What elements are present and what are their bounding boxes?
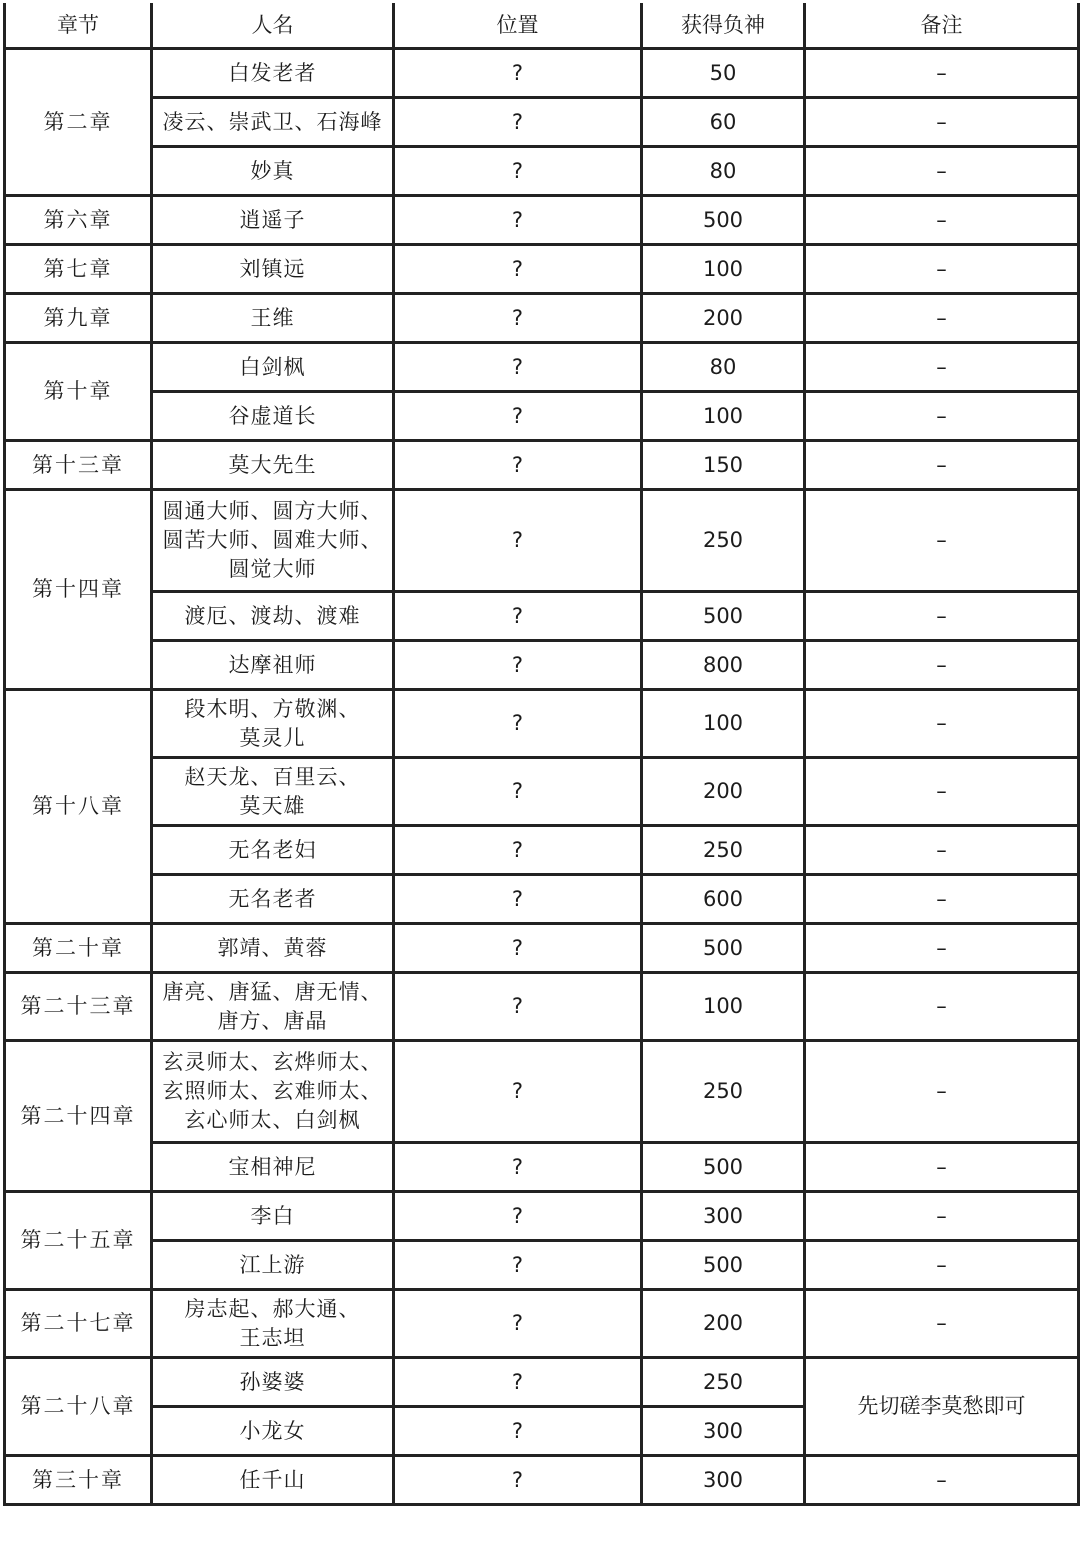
note-cell: – — [805, 924, 1079, 973]
note-cell: – — [805, 490, 1079, 592]
reward-cell: 100 — [642, 245, 805, 294]
header-note: 备注 — [805, 3, 1079, 49]
reward-cell: 100 — [642, 392, 805, 441]
table-row — [5, 392, 1079, 441]
note-cell: – — [805, 392, 1079, 441]
name-cell: 任千山 — [152, 1456, 394, 1505]
position-cell: ? — [394, 245, 642, 294]
position-cell: ? — [394, 1358, 642, 1407]
table-header — [5, 3, 1079, 49]
header-position: 位置 — [394, 3, 642, 49]
table-row — [5, 1456, 1079, 1505]
table-row — [5, 641, 1079, 690]
chapter-cell: 第二十三章 — [5, 973, 152, 1041]
position-cell: ? — [394, 924, 642, 973]
position-cell: ? — [394, 1456, 642, 1505]
reward-cell: 500 — [642, 1143, 805, 1192]
table-row — [5, 1358, 1079, 1407]
reward-cell: 80 — [642, 147, 805, 196]
boss-table — [3, 3, 1080, 1506]
note-cell: – — [805, 875, 1079, 924]
position-cell: ? — [394, 758, 642, 826]
chapter-cell: 第十四章 — [5, 490, 152, 690]
position-cell: ? — [394, 690, 642, 758]
table-row — [5, 973, 1079, 1041]
table-row — [5, 343, 1079, 392]
table-row — [5, 490, 1079, 592]
position-cell: ? — [394, 392, 642, 441]
name-cell: 渡厄、渡劫、渡难 — [152, 592, 394, 641]
position-cell: ? — [394, 1192, 642, 1241]
note-cell: – — [805, 690, 1079, 758]
name-cell: 无名老妇 — [152, 826, 394, 875]
reward-cell: 300 — [642, 1456, 805, 1505]
table-row — [5, 49, 1079, 98]
table-row — [5, 826, 1079, 875]
note-cell: – — [805, 98, 1079, 147]
name-cell: 刘镇远 — [152, 245, 394, 294]
chapter-cell: 第七章 — [5, 245, 152, 294]
name-cell: 白发老者 — [152, 49, 394, 98]
reward-cell: 500 — [642, 924, 805, 973]
note-cell: – — [805, 973, 1079, 1041]
note-cell: – — [805, 147, 1079, 196]
name-cell: 江上游 — [152, 1241, 394, 1290]
position-cell: ? — [394, 973, 642, 1041]
note-cell: – — [805, 441, 1079, 490]
reward-cell: 300 — [642, 1192, 805, 1241]
name-cell: 逍遥子 — [152, 196, 394, 245]
name-cell: 王维 — [152, 294, 394, 343]
note-cell: – — [805, 1456, 1079, 1505]
reward-cell: 300 — [642, 1407, 805, 1456]
name-cell: 段木明、方敬渊、 莫灵儿 — [152, 690, 394, 758]
position-cell: ? — [394, 826, 642, 875]
reward-cell: 600 — [642, 875, 805, 924]
note-cell: – — [805, 1143, 1079, 1192]
reward-cell: 800 — [642, 641, 805, 690]
table-row — [5, 1241, 1079, 1290]
note-cell: – — [805, 294, 1079, 343]
chapter-cell: 第三十章 — [5, 1456, 152, 1505]
name-cell: 无名老者 — [152, 875, 394, 924]
reward-cell: 150 — [642, 441, 805, 490]
note-cell: – — [805, 343, 1079, 392]
reward-cell: 200 — [642, 1290, 805, 1358]
chapter-cell: 第二十八章 — [5, 1358, 152, 1456]
name-cell: 玄灵师太、玄烨师太、 玄照师太、玄难师太、 玄心师太、白剑枫 — [152, 1041, 394, 1143]
reward-cell: 500 — [642, 196, 805, 245]
table-row — [5, 1041, 1079, 1143]
chapter-cell: 第二十章 — [5, 924, 152, 973]
note-cell: – — [805, 1041, 1079, 1143]
chapter-cell: 第二十七章 — [5, 1290, 152, 1358]
name-cell: 莫大先生 — [152, 441, 394, 490]
position-cell: ? — [394, 641, 642, 690]
chapter-cell: 第十三章 — [5, 441, 152, 490]
position-cell: ? — [394, 1290, 642, 1358]
name-cell: 白剑枫 — [152, 343, 394, 392]
position-cell: ? — [394, 49, 642, 98]
table-row — [5, 1290, 1079, 1358]
reward-cell: 500 — [642, 1241, 805, 1290]
table-row — [5, 875, 1079, 924]
position-cell: ? — [394, 875, 642, 924]
name-cell: 李白 — [152, 1192, 394, 1241]
name-cell: 凌云、崇武卫、石海峰 — [152, 98, 394, 147]
name-cell: 赵天龙、百里云、 莫天雄 — [152, 758, 394, 826]
table-row — [5, 294, 1079, 343]
name-cell: 小龙女 — [152, 1407, 394, 1456]
header-row — [5, 3, 1079, 49]
chapter-cell: 第六章 — [5, 196, 152, 245]
chapter-cell: 第二十四章 — [5, 1041, 152, 1192]
reward-cell: 80 — [642, 343, 805, 392]
table-row — [5, 245, 1079, 294]
header-reward: 获得负神 — [642, 3, 805, 49]
note-cell: – — [805, 641, 1079, 690]
position-cell: ? — [394, 147, 642, 196]
table-row — [5, 147, 1079, 196]
table-row — [5, 1192, 1079, 1241]
position-cell: ? — [394, 592, 642, 641]
table-row — [5, 196, 1079, 245]
note-cell: – — [805, 49, 1079, 98]
position-cell: ? — [394, 1041, 642, 1143]
chapter-cell: 第九章 — [5, 294, 152, 343]
table-row — [5, 690, 1079, 758]
table-row — [5, 592, 1079, 641]
note-cell: – — [805, 1192, 1079, 1241]
position-cell: ? — [394, 441, 642, 490]
reward-cell: 250 — [642, 490, 805, 592]
reward-cell: 200 — [642, 758, 805, 826]
note-cell: – — [805, 245, 1079, 294]
reward-cell: 200 — [642, 294, 805, 343]
position-cell: ? — [394, 343, 642, 392]
note-cell: – — [805, 826, 1079, 875]
table-row — [5, 441, 1079, 490]
name-cell: 达摩祖师 — [152, 641, 394, 690]
table-row — [5, 758, 1079, 826]
position-cell: ? — [394, 1143, 642, 1192]
chapter-cell: 第十八章 — [5, 690, 152, 924]
reward-cell: 60 — [642, 98, 805, 147]
reward-cell: 250 — [642, 1041, 805, 1143]
position-cell: ? — [394, 1241, 642, 1290]
note-cell: – — [805, 592, 1079, 641]
reward-cell: 250 — [642, 826, 805, 875]
name-cell: 郭靖、黄蓉 — [152, 924, 394, 973]
name-cell: 孙婆婆 — [152, 1358, 394, 1407]
note-cell: – — [805, 1241, 1079, 1290]
chapter-cell: 第二十五章 — [5, 1192, 152, 1290]
reward-cell: 100 — [642, 690, 805, 758]
table-row — [5, 924, 1079, 973]
header-name: 人名 — [152, 3, 394, 49]
name-cell: 唐亮、唐猛、唐无情、 唐方、唐晶 — [152, 973, 394, 1041]
position-cell: ? — [394, 196, 642, 245]
reward-cell: 250 — [642, 1358, 805, 1407]
note-cell: 先切磋李莫愁即可 — [805, 1358, 1079, 1456]
table-body — [5, 49, 1079, 1505]
position-cell: ? — [394, 1407, 642, 1456]
position-cell: ? — [394, 98, 642, 147]
name-cell: 宝相神尼 — [152, 1143, 394, 1192]
name-cell: 谷虚道长 — [152, 392, 394, 441]
reward-cell: 100 — [642, 973, 805, 1041]
position-cell: ? — [394, 294, 642, 343]
note-cell: – — [805, 196, 1079, 245]
name-cell: 圆通大师、圆方大师、 圆苦大师、圆难大师、 圆觉大师 — [152, 490, 394, 592]
note-cell: – — [805, 758, 1079, 826]
note-cell: – — [805, 1290, 1079, 1358]
reward-cell: 50 — [642, 49, 805, 98]
chapter-cell: 第二章 — [5, 49, 152, 196]
table-row — [5, 98, 1079, 147]
reward-cell: 500 — [642, 592, 805, 641]
name-cell: 房志起、郝大通、 王志坦 — [152, 1290, 394, 1358]
position-cell: ? — [394, 490, 642, 592]
table-row — [5, 1143, 1079, 1192]
header-chapter: 章节 — [5, 3, 152, 49]
name-cell: 妙真 — [152, 147, 394, 196]
chapter-cell: 第十章 — [5, 343, 152, 441]
